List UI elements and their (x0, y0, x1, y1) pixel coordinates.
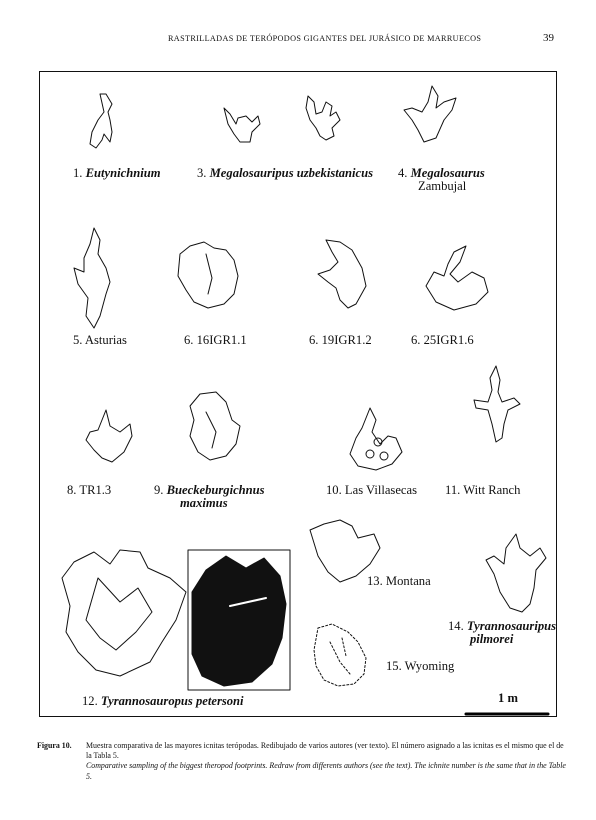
label-9-species: maximus (180, 496, 228, 510)
footprint-1-eutynichnium (90, 94, 112, 148)
footprint-10-pad-1 (374, 438, 382, 446)
footprint-9-bueckeburgichnus (190, 392, 240, 460)
running-header (0, 34, 596, 48)
label-4: 4. Megalosaurus (398, 166, 485, 180)
footprint-6-16igr11-toe (206, 254, 212, 294)
label-14: 14. Tyrannosauripus (448, 619, 557, 633)
caption-english: Comparative sampling of the biggest theropod footprints. Redraw from differents authors (see the text). The ichnite number is the same that in the Table 5. (86, 761, 566, 781)
footprint-5-asturias (74, 228, 110, 328)
label-4-locality: Zambujal (418, 179, 467, 193)
caption-spanish: Muestra comparativa de las mayores icnitas terópodas. Redibujado de varios autores (ver texto). El número asignado a las icnitas es el mismo que el de la Tabla 5. (86, 741, 564, 761)
footprint-12-tyrannosauropus (62, 550, 186, 676)
footprint-12-inner (86, 578, 152, 650)
label-8: 8. TR1.3 (67, 483, 112, 497)
footprint-3b (306, 96, 340, 140)
footprint-6-25igr16 (426, 246, 488, 310)
footprint-3a (224, 108, 260, 142)
caption-label: Figura 10. (37, 741, 72, 750)
footprint-8-tr13 (86, 410, 132, 462)
page-number: 39 (543, 32, 554, 44)
footprint-13-montana (310, 520, 380, 582)
figure-caption (86, 741, 566, 782)
footprint-15-inner (330, 638, 350, 674)
running-title: RASTRILLADAS DE TERÓPODOS GIGANTES DEL JURÁSICO DE MARRUECOS (168, 34, 482, 43)
footprint-9-inner (206, 412, 216, 448)
label-10: 10. Las Villasecas (326, 483, 418, 497)
footprint-6-19igr12 (318, 240, 366, 308)
footprint-10-pad-2 (366, 450, 374, 458)
label-6b: 6. 19IGR1.2 (309, 333, 372, 347)
scale-bar-label: 1 m (498, 691, 518, 705)
footprint-14-tyrannosauripus (486, 534, 546, 612)
footprint-11-witt-ranch (474, 366, 520, 442)
label-6c: 6. 25IGR1.6 (411, 333, 474, 347)
label-13: 13. Montana (367, 574, 431, 588)
footprint-4-megalosaurus (404, 86, 456, 142)
footprint-10-pad-3 (380, 452, 388, 460)
label-9: 9. Bueckeburgichnus (154, 483, 265, 497)
label-11: 11. Witt Ranch (445, 483, 521, 497)
footprint-15-wyoming (314, 624, 366, 686)
label-5: 5. Asturias (73, 333, 127, 347)
label-3: 3. Megalosauripus uzbekistanicus (197, 166, 374, 180)
label-1: 1. Eutynichnium (73, 166, 161, 180)
label-12: 12. Tyrannosauropus petersoni (82, 694, 244, 708)
footprint-6-16igr11 (178, 242, 238, 308)
figure-10-frame (39, 71, 557, 717)
label-14-species: pilmorei (470, 632, 514, 646)
label-15: 15. Wyoming (386, 659, 455, 673)
label-6a: 6. 16IGR1.1 (184, 333, 247, 347)
